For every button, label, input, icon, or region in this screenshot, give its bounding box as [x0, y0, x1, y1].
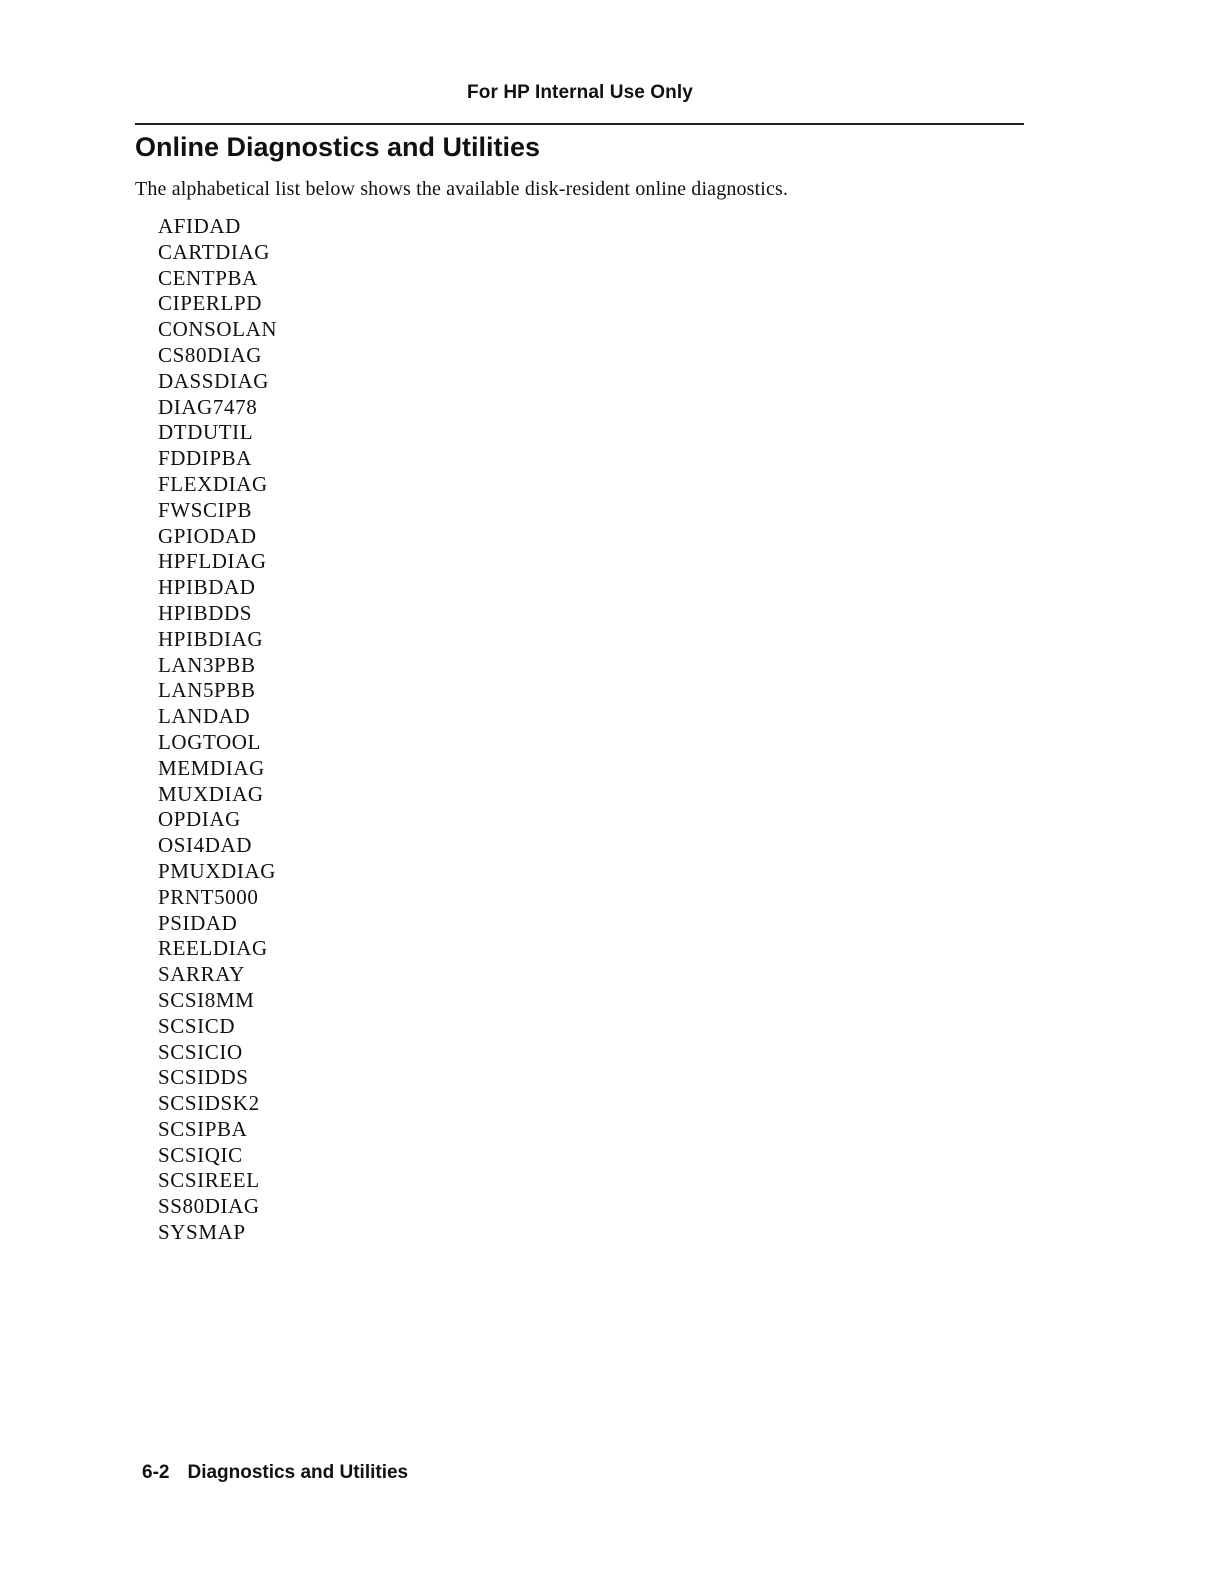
diagnostic-item: CONSOLAN: [158, 317, 278, 342]
header-rule: [135, 123, 1024, 125]
diagnostic-item: CS80DIAG: [158, 342, 262, 367]
diagnostic-item: DASSDIAG: [158, 368, 269, 393]
diagnostic-item: FDDIPBA: [158, 446, 253, 471]
diagnostic-item: MUXDIAG: [158, 781, 264, 806]
diagnostic-item: REELDIAG: [158, 936, 268, 961]
diagnostic-item: SCSIPBA: [158, 1116, 248, 1141]
page-number: 6-2: [142, 1462, 170, 1483]
diagnostic-item: MEMDIAG: [158, 755, 265, 780]
diagnostic-item: HPIBDDS: [158, 600, 253, 625]
diagnostic-item: OPDIAG: [158, 807, 241, 832]
diagnostic-item: HPIBDIAG: [158, 626, 264, 651]
intro-paragraph: The alphabetical list below shows the available disk-resident online diagnostics.: [135, 178, 789, 200]
diagnostic-item: SCSICIO: [158, 1039, 243, 1064]
diagnostic-item: AFIDAD: [158, 214, 241, 238]
diagnostic-item: SCSIREEL: [158, 1168, 260, 1193]
diagnostic-item: DIAG7478: [158, 394, 258, 419]
diagnostic-item: SCSIQIC: [158, 1142, 243, 1167]
diagnostic-item: SYSMAP: [158, 1220, 246, 1245]
diagnostic-item: SARRAY: [158, 962, 245, 987]
section-title: Online Diagnostics and Utilities: [135, 132, 541, 162]
internal-use-notice: For HP Internal Use Only: [467, 82, 693, 103]
diagnostic-item: SS80DIAG: [158, 1194, 260, 1219]
diagnostic-item: CARTDIAG: [158, 239, 271, 264]
diagnostic-item: DTDUTIL: [158, 420, 254, 445]
diagnostic-item: PMUXDIAG: [158, 858, 276, 883]
diagnostic-item: SCSIDDS: [158, 1065, 249, 1090]
diagnostic-item: GPIODAD: [158, 523, 257, 548]
diagnostic-item: LAN3PBB: [158, 652, 256, 677]
diagnostic-item: LOGTOOL: [158, 729, 261, 754]
diagnostic-item: CIPERLPD: [158, 291, 262, 316]
diagnostic-item: HPIBDAD: [158, 575, 256, 600]
diagnostic-item: SCSI8MM: [158, 987, 255, 1012]
diagnostic-item: LANDAD: [158, 704, 251, 729]
diagnostic-item: CENTPBA: [158, 265, 258, 290]
diagnostics-list: [158, 214, 277, 1246]
diagnostic-item: SCSICD: [158, 1013, 236, 1038]
diagnostic-item: PSIDAD: [158, 910, 238, 935]
diagnostic-item: PRNT5000: [158, 884, 259, 909]
diagnostic-item: SCSIDSK2: [158, 1091, 260, 1116]
diagnostic-item: HPFLDIAG: [158, 549, 267, 574]
diagnostic-item: FWSCIPB: [158, 497, 253, 522]
diagnostic-item: LAN5PBB: [158, 678, 256, 703]
diagnostic-item: OSI4DAD: [158, 833, 253, 858]
diagnostic-item: FLEXDIAG: [158, 471, 268, 496]
page-footer: [142, 1462, 408, 1484]
chapter-title: Diagnostics and Utilities: [187, 1462, 409, 1483]
